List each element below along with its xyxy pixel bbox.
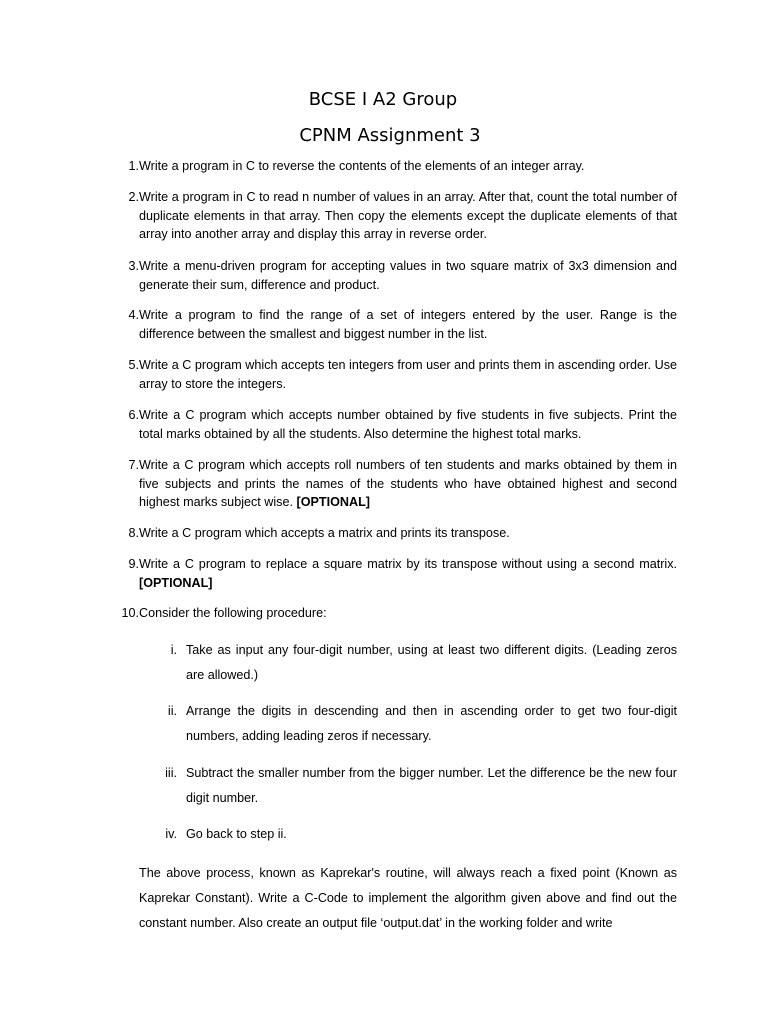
closing-paragraph: The above process, known as Kaprekar's routine, will always reach a fixed point (Known as Kaprekar Constant). Write a C-Code to implement the algorithm given above and find out the constant number. Also create an output file ‘output.dat’ in the working folder and write: [139, 866, 677, 930]
group-title: BCSE I A2 Group: [308, 89, 458, 110]
question-number: 8.: [128, 526, 139, 540]
question-item: [112, 456, 677, 512]
question-number: 5.: [128, 358, 139, 372]
question-number: 2.: [128, 190, 139, 204]
question-number: 9.: [128, 557, 139, 571]
step-text: Subtract the smaller number from the bigger number. Let the difference be the new four digit number.: [186, 766, 677, 805]
question-number: 6.: [128, 408, 139, 422]
optional-tag: [OPTIONAL]: [139, 575, 213, 590]
step-number: iii.: [165, 766, 177, 780]
question-number: 3.: [128, 259, 139, 273]
optional-tag: [OPTIONAL]: [296, 495, 370, 510]
question-item: [112, 257, 677, 294]
question-item: [112, 524, 677, 543]
question-item: [112, 604, 677, 623]
step-text: Go back to step ii.: [186, 827, 287, 841]
question-number: 7.: [128, 458, 139, 472]
question-item: [112, 188, 677, 244]
question-text: Consider the following procedure:: [139, 606, 327, 620]
question-number: 10.: [121, 606, 139, 620]
question-text: Write a program to find the range of a set of integers entered by the user. Range is the difference between the smallest and biggest number in the list.: [139, 308, 677, 341]
step-text: Arrange the digits in descending and then in ascending order to get two four-digit numbers, adding leading zeros if necessary.: [186, 704, 677, 743]
question-item: [112, 306, 677, 343]
step-number: iv.: [165, 827, 177, 841]
step-text: Take as input any four-digit number, using at least two different digits. (Leading zeros are allowed.): [186, 643, 677, 682]
question-number: 4.: [128, 308, 139, 322]
question-number: 1.: [128, 159, 139, 173]
question-text: Write a menu-driven program for accepting values in two square matrix of 3x3 dimension and generate their sum, difference and product.: [139, 259, 677, 292]
question-text: Write a program in C to read n number of values in an array. After that, count the total number of duplicate elements in that array. Then copy the elements except the duplicate elements of that array into another array and display this array in reverse order.: [139, 190, 677, 242]
question-item: [112, 356, 677, 393]
step-number: ii.: [167, 704, 177, 718]
procedure-step: [150, 822, 677, 847]
procedure-step: [150, 761, 677, 811]
question-text: Write a C program to replace a square matrix by its transpose without using a second matrix. [OPTIONAL]: [139, 557, 677, 590]
step-number: i.: [170, 643, 177, 657]
question-item: [112, 406, 677, 443]
assignment-title: CPNM Assignment 3: [299, 125, 481, 146]
question-text: Write a C program which accepts a matrix and prints its transpose.: [139, 526, 510, 540]
procedure-step: [150, 699, 677, 749]
question-item: [112, 555, 677, 592]
question-item: [112, 157, 677, 176]
question-text: Write a program in C to reverse the contents of the elements of an integer array.: [139, 159, 585, 173]
procedure-step: [150, 638, 677, 688]
question-text: Write a C program which accepts roll numbers of ten students and marks obtained by them in five subjects and prints the names of the students who have obtained highest and second highest marks subject wise. [OPTIONAL]: [139, 458, 677, 510]
question-text: Write a C program which accepts number obtained by five students in five subjects. Print the total marks obtained by all the students. Also determine the highest total marks.: [139, 408, 677, 441]
question-text: Write a C program which accepts ten integers from user and prints them in ascending order. Use array to store the integers.: [139, 358, 677, 391]
